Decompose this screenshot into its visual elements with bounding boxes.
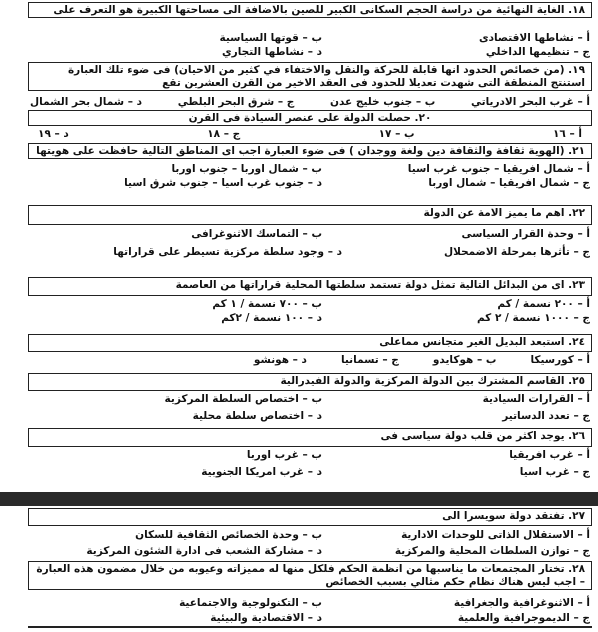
question-27-text: ٢٧. تفتقد دولة سويسرا الى — [442, 510, 585, 522]
question-24-options — [28, 354, 592, 367]
option-c[interactable]: ج – ١٨ — [207, 128, 241, 140]
question-25-text: ٢٥. القاسم المشترك بين الدولة المركزية والدولة الفيدرالية — [280, 375, 585, 387]
option-a[interactable]: أ – ١٦ — [553, 128, 582, 140]
option-a[interactable]: أ – كورسيكا — [530, 354, 590, 366]
question-21-options — [28, 163, 592, 191]
option-d[interactable]: د – وجود سلطة مركزية تسيطر على قراراتها — [113, 246, 342, 258]
option-b[interactable]: ب – التكنولوجية والاجتماعية — [179, 597, 322, 609]
question-20-options — [28, 128, 592, 141]
option-a[interactable]: أ – وحدة القرار السياسى — [461, 228, 590, 240]
option-c[interactable]: ج – تنظيمها الداخلي — [485, 46, 590, 58]
option-b[interactable]: ب – هوكايدو — [432, 354, 497, 366]
option-d[interactable]: د – مشاركة الشعب فى ادارة الشئون المركزية — [86, 545, 322, 557]
option-c[interactable]: ج – الديموجرافية والعلمية — [457, 612, 590, 624]
question-28-text: ٢٨. تختار المجتمعات ما يناسبها من انظمة الحكم فلكل منها له مميزاته وعيوبه من خلال مضمون هذه العبارة – اجب ليس هناك نظام حكم مثالي بسبب الخصائص — [36, 563, 585, 588]
option-b[interactable]: ب – ١٧ — [378, 128, 415, 140]
option-c[interactable]: ج – شمال افريقيا – شمال اوربا — [428, 177, 590, 189]
question-18-text: ١٨. الغاية النهائية من دراسة الحجم السكانى الكبير للصين بالاضافة الى مساحتها الكبيرة هو التعرف على — [53, 4, 585, 16]
option-c[interactable]: ج – تسمانيا — [340, 354, 399, 366]
question-26-box — [28, 428, 592, 447]
question-26-options — [28, 449, 592, 480]
question-25-box — [28, 373, 592, 391]
option-c[interactable]: ج – ١٠٠٠ نسمة / ٢ كم — [476, 312, 590, 324]
option-b[interactable]: ب – ٧٠٠ نسمة / ١ كم — [212, 298, 322, 310]
question-21-text: ٢١. (الهوية ثقافة والثقافة دين ولغة ووجدان ) فى ضوء العبارة اجب اى المناطق التالية حافظت على هويتها — [36, 145, 585, 157]
option-b[interactable]: ب – اختصاص السلطة المركزية — [164, 393, 322, 405]
option-a[interactable]: أ – غرب افريقيا — [509, 449, 590, 461]
question-28-options — [28, 597, 592, 626]
option-c[interactable]: ج – توازن السلطات المحلية والمركزية — [394, 545, 590, 557]
option-d[interactable]: د – جنوب غرب اسيا – جنوب شرق اسيا — [124, 177, 322, 189]
option-d[interactable]: د – غرب امريكا الجنوبية — [201, 466, 322, 478]
option-d[interactable]: د – نشاطها التجاري — [222, 46, 322, 58]
option-a[interactable]: أ – ٢٠٠ نسمة / كم — [497, 298, 590, 310]
question-27-options — [28, 529, 592, 559]
question-20-box — [28, 110, 592, 126]
option-a[interactable]: أ – القرارات السيادية — [482, 393, 590, 405]
option-a[interactable]: أ – الاستقلال الذاتى للوحدات الادارية — [401, 529, 590, 541]
option-a[interactable]: أ – شمال افريقيا – جنوب غرب اسيا — [407, 163, 590, 175]
bottom-rule — [28, 626, 592, 628]
question-23-options — [28, 298, 592, 326]
question-28-box — [28, 561, 592, 590]
question-19-box — [28, 62, 592, 91]
option-b[interactable]: ب – وحدة الخصائص الثقافية للسكان — [135, 529, 322, 541]
question-18-box — [28, 2, 592, 18]
option-c[interactable]: ج – تأثرها بمرحلة الاضمحلال — [443, 246, 590, 258]
question-18-options — [28, 32, 592, 60]
option-b[interactable]: ب – جنوب خليج عدن — [330, 96, 436, 108]
option-b[interactable]: ب – شمال اوربا – جنوب اوربا — [171, 163, 322, 175]
option-d[interactable]: د – ١٠٠ نسمة / ٢كم — [221, 312, 322, 324]
question-25-options — [28, 393, 592, 424]
question-27-box — [28, 508, 592, 526]
option-a[interactable]: أ – الاثنوغرافية والجغرافية — [453, 597, 590, 609]
option-d[interactable]: د – الاقتصادية والبيئية — [210, 612, 322, 624]
question-24-text: ٢٤. استبعد البديل الغير متجانس مماعلى — [379, 336, 585, 348]
option-b[interactable]: ب – غرب اوربا — [246, 449, 322, 461]
option-a[interactable]: أ – غرب البحر الادرياتي — [471, 96, 590, 108]
question-20-text: ٢٠. حصلت الدولة على عنصر السيادة فى القرن — [188, 112, 432, 124]
page-break-bar — [0, 492, 598, 506]
option-c[interactable]: ج – غرب اسيا — [519, 466, 590, 478]
question-22-options — [28, 228, 592, 260]
question-19-text: ١٩. (من خصائص الحدود انها قابلة للحركة والنقل والاختفاء في كثير من الاحيان) فى ضوء تلك العبارة استنتج المنطقة التى شهدت تعديلا للحدود فى العقد الاخير من القرن العشرين تقع — [67, 64, 585, 89]
option-a[interactable]: أ – نشاطها الاقتصادى — [478, 32, 590, 44]
question-21-box — [28, 143, 592, 159]
question-26-text: ٢٦. يوجد اكثر من قلب دولة سياسى فى — [380, 430, 585, 442]
option-b[interactable]: ب – التماسك الاثنوغرافى — [191, 228, 322, 240]
option-d[interactable]: د – هونشو — [253, 354, 307, 366]
option-b[interactable]: ب – قوتها السياسية — [219, 32, 322, 44]
question-22-box — [28, 205, 592, 225]
question-19-options — [28, 96, 592, 109]
question-23-box — [28, 277, 592, 296]
question-22-text: ٢٢. اهم ما يميز الامة عن الدولة — [423, 207, 585, 219]
option-d[interactable]: د – شمال بحر الشمال — [30, 96, 143, 108]
option-c[interactable]: ج – تعدد الدساتير — [502, 410, 590, 422]
option-d[interactable]: د – اختصاص سلطة محلية — [192, 410, 322, 422]
option-c[interactable]: ج – شرق البحر البلطي — [177, 96, 295, 108]
option-d[interactable]: د – ١٩ — [38, 128, 69, 140]
question-24-box — [28, 334, 592, 352]
question-23-text: ٢٣. اى من البدائل التالية تمثل دولة تستمد سلطتها المحلية قراراتها من العاصمة — [175, 279, 585, 291]
